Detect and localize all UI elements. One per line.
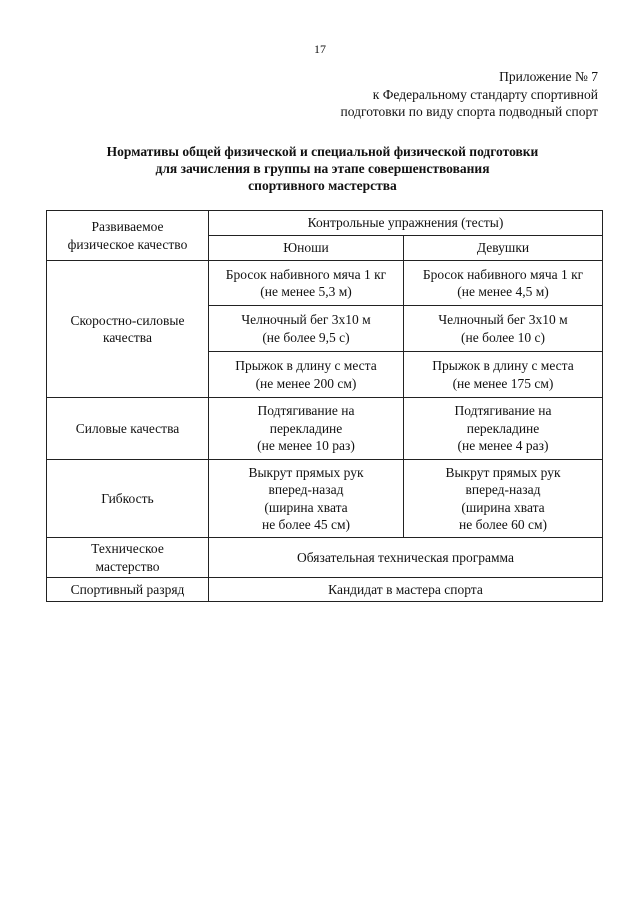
rank-label-cell: Спортивный разряд bbox=[47, 578, 209, 602]
test-line: Бросок набивного мяча 1 кг bbox=[422, 266, 584, 282]
header-quality-line-1: Развиваемое bbox=[91, 219, 164, 234]
boys-test-cell bbox=[209, 261, 404, 306]
girls-test-cell bbox=[404, 261, 603, 306]
speed-strength-label-cell bbox=[47, 261, 209, 398]
table-row bbox=[47, 538, 603, 578]
girls-test-cell bbox=[404, 460, 603, 538]
test-line: вперед-назад bbox=[465, 482, 541, 497]
test-line: Прыжок в длину с места bbox=[235, 358, 377, 373]
flexibility-label-cell: Гибкость bbox=[47, 460, 209, 538]
speed-strength-label-line-1: Скоростно-силовые bbox=[70, 312, 185, 328]
girls-test-cell bbox=[404, 398, 603, 460]
boys-test-cell bbox=[209, 306, 404, 352]
test-norm: (не менее 10 раз) bbox=[257, 438, 355, 454]
title-line-1: Нормативы общей физической и специальной физической подготовки bbox=[106, 144, 539, 159]
test-norm: (не менее 4,5 м) bbox=[457, 284, 549, 299]
annex-header bbox=[341, 68, 598, 121]
test-norm: (не менее 200 см) bbox=[255, 375, 357, 391]
header-quality-line-2: физическое качество bbox=[67, 236, 188, 252]
header-boys-cell: Юноши bbox=[209, 236, 404, 261]
document-title bbox=[40, 143, 605, 194]
annex-line-1: Приложение № 7 bbox=[499, 69, 598, 84]
table-header-row bbox=[47, 211, 603, 236]
boys-test-cell bbox=[209, 460, 404, 538]
test-line: Бросок набивного мяча 1 кг bbox=[225, 266, 387, 282]
title-line-2: для зачисления в группы на этапе совершенствования bbox=[155, 161, 490, 176]
annex-line-3: подготовки по виду спорта подводный спорт bbox=[340, 104, 598, 119]
strength-label-cell: Силовые качества bbox=[47, 398, 209, 460]
test-norm: (не более 9,5 с) bbox=[262, 329, 350, 345]
test-norm: (не менее 5,3 м) bbox=[260, 284, 352, 299]
test-line: Выкрут прямых рук bbox=[445, 464, 561, 480]
test-line: (ширина хвата bbox=[461, 499, 545, 515]
test-norm: (не менее 4 раз) bbox=[457, 438, 549, 454]
test-line: Подтягивание на bbox=[257, 403, 355, 419]
test-line: Челночный бег 3х10 м bbox=[438, 312, 568, 327]
test-line: Выкрут прямых рук bbox=[248, 464, 364, 480]
test-line: вперед-назад bbox=[268, 482, 344, 497]
title-line-3: спортивного мастерства bbox=[248, 178, 397, 193]
test-norm: (не менее 175 см) bbox=[452, 375, 554, 391]
speed-strength-label-line-2: качества bbox=[102, 330, 152, 345]
test-line: перекладине bbox=[269, 420, 343, 436]
header-tests-cell: Контрольные упражнения (тесты) bbox=[209, 211, 603, 236]
technical-label-line-1: Техническое bbox=[91, 541, 164, 556]
header-girls-cell: Девушки bbox=[404, 236, 603, 261]
annex-line-2: к Федеральному стандарту спортивной bbox=[372, 86, 598, 102]
test-norm: не более 60 см) bbox=[458, 517, 548, 532]
table-row bbox=[47, 398, 603, 460]
technical-label-line-2: мастерство bbox=[95, 558, 160, 574]
technical-label-cell bbox=[47, 538, 209, 578]
girls-test-cell bbox=[404, 352, 603, 398]
header-quality-cell bbox=[47, 211, 209, 261]
table-row bbox=[47, 460, 603, 538]
test-norm: (не более 10 с) bbox=[461, 329, 545, 345]
norms-table bbox=[46, 210, 603, 602]
rank-value-cell: Кандидат в мастера спорта bbox=[209, 578, 603, 602]
test-line: (ширина хвата bbox=[264, 499, 348, 515]
test-line: перекладине bbox=[466, 420, 540, 436]
boys-test-cell bbox=[209, 398, 404, 460]
table-row bbox=[47, 578, 603, 602]
test-line: Челночный бег 3х10 м bbox=[241, 312, 371, 327]
girls-test-cell bbox=[404, 306, 603, 352]
boys-test-cell bbox=[209, 352, 404, 398]
test-line: Подтягивание на bbox=[454, 403, 552, 419]
test-norm: не более 45 см) bbox=[261, 517, 351, 532]
test-line: Прыжок в длину с места bbox=[432, 358, 574, 373]
page-number: 17 bbox=[314, 42, 326, 56]
table-row bbox=[47, 261, 603, 306]
technical-value-cell: Обязательная техническая программа bbox=[209, 538, 603, 578]
